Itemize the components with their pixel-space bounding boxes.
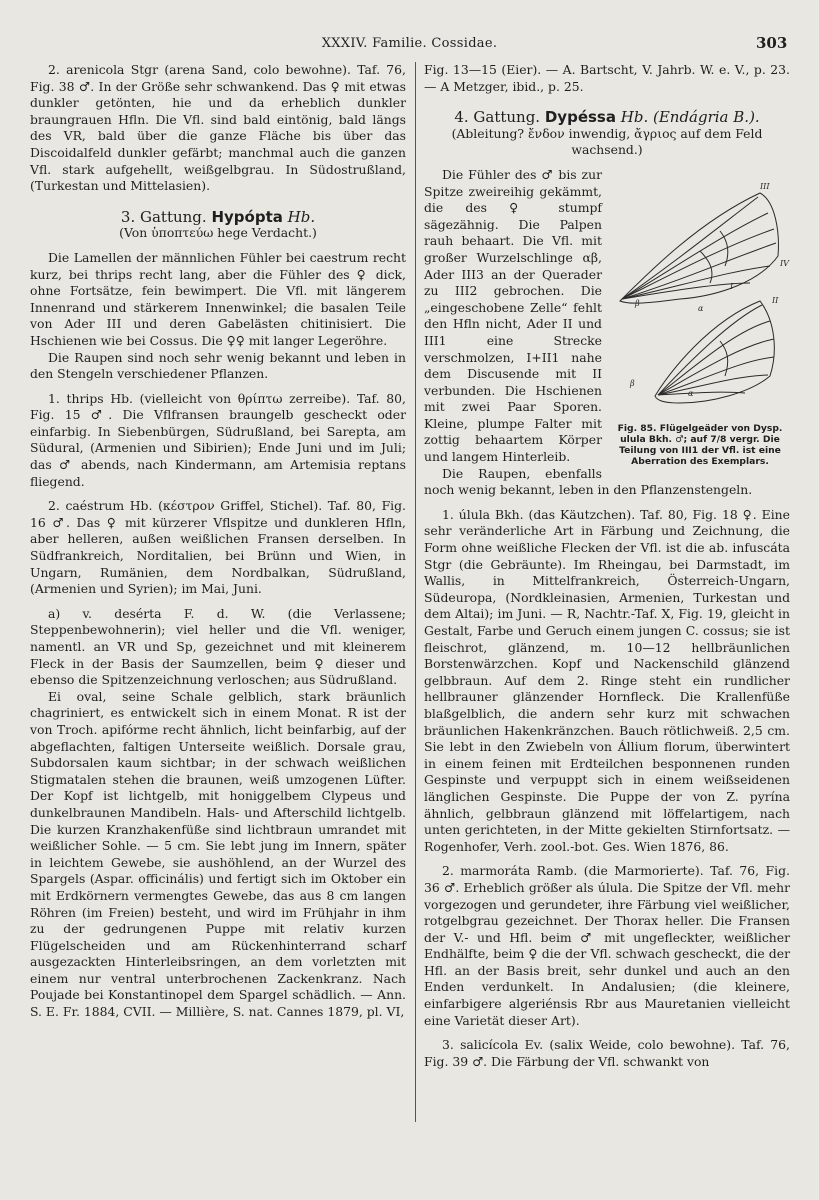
species-caestrum-entry: 2. caéstrum Hb. (κέστρον Griffel, Stichel). Taf. 80, Fig. 16 ♂. Das ♀ mit kürzerer Vflspitze und dunkleren Hfln, aber helleren, außen weißlichen Fransen derselben. In Südfrankreich, Norditalien, bei Brünn und Wien, in Ungarn, Rumänien, dem Nordbalkan, Südrußland, (Armenien und Syrien); im Mai, Juni. [30, 498, 406, 597]
svg-text:β: β [635, 298, 640, 308]
running-header: XXXIV. Familie. Cossidae. [321, 36, 498, 51]
genus-author: Hb. [287, 207, 316, 226]
genus-author: Hb. (Endágria B.). [620, 108, 760, 127]
species-ulula-entry: 1. úlula Bkh. (das Käutzchen). Taf. 80, Fig. 18 ♀. Eine sehr veränderliche Art in Färbung und Zeichnung, die Form ohne weißliche Flecken der Vfl. ist die ab. infuscáta Stgr (die Gebräunte). Im Rheingau, bei Darmstadt, im Wallis, in Mittelfrankreich, Österreich-Ungarn, Südeuropa, (Nordkleinasien, Armenien, Turkestan und dem Altai); im Juni. — R, Nachtr.-Taf. X, Fig. 19, gleicht in Gestalt, Farbe und Geruch einem jungen C. cossus; sie ist fleischrot, glänzend, m. 10—12 hellbräunlichen Borstenwärzchen. Kopf und Nackenschild glänzend gelbbraun. Auf dem 2. Ringe steht ein rundlicher hellbrauner glänzender Hornfleck. Die Krallenfüße blaßgelblich, die andern sehr kurz mit schwachen bräunlichen Hakenkränzchen. Bauch rötlichweiß. 2,5 cm. Sie lebt in den Zwiebeln von Állium florum, überwintert in einem feinen mit Erdteilchen besponnenen runden Gespinste und verpuppt sich in einem weißseidenen länglichen Gespinste. Die Puppe der von Z. pyrína ähnlich, gelbbraun glänzend mit löffelartigem, nach unten gerichteten, in der Mitte gekielten Stirnfortsatz. — Rogenhofer, Verh. zool.-bot. Ges. Wien 1876, 86. [424, 506, 790, 854]
genus-heading-dypessa [424, 109, 790, 126]
figure-caption: Fig. 85. Flügelgeäder von Dysp. ulula Bkh. ♂; auf 7/8 vergr. Die Teilung von III1 der Vfl. ist eine Aberration des Exemplars. [617, 422, 783, 467]
left-column [30, 62, 406, 1021]
genus-etymology: (Von ὑποπτεύω hege Verdacht.) [119, 225, 317, 241]
references-line: Fig. 13—15 (Eier). — A. Bartscht, V. Jahrb. W. e. V., p. 23. — A Metzger, ibid., p. 25. [424, 62, 790, 94]
genus-number: 3. Gattung. [120, 207, 207, 226]
right-column [424, 62, 790, 1070]
column-divider [415, 62, 416, 1122]
variety-deserta-entry: a) v. desérta F. d. W. (die Verlassene; Steppenbewohnerin); viel heller und die Vfl. weniger, namentl. an VR und Sp, gezeichnet und mit kleinerem Fleck in der Basis der Saumzellen, beim ♀ dieser und ebenso die Spitzenzeichnung verloschen; aus Südrußland. [30, 605, 406, 688]
svg-text:II: II [772, 295, 779, 305]
svg-text:α: α [688, 388, 694, 398]
genus-description: Die Lamellen der männlichen Fühler bei caestrum recht kurz, bei thrips recht lang, aber die Fühler des ♀ dick, ohne Fortsätze, fein bewimpert. Die Vfl. mit längerem Innenrand und stärkerem Innenwinkel; die basalen Teile von Ader III und deren Gabelästen chitinisiert. Die Hschienen wie bei Cossus. Die ♀♀ mit langer Legeröhre. [30, 249, 406, 348]
egg-larva-description: Ei oval, seine Schale gelblich, stark bräunlich chagriniert, es entwickelt sich in einem Monat. R ist der von Troch. apifórme recht ähnlich, licht beinfarbig, auf der abgeflachten, faltigen Unterseite weißlich. Dorsale grau, Subdorsalen kaum sichtbar; in der schwach weißlichen Stigmatalen stehen die braunen, weiß umzogenen Lüfter. Der Kopf ist lichtgelb, mit honiggelbem Clypeus und dunkelbraunen Mandibeln. Hals- und Afterschild lichtgelb. Die kurzen Kranzhakenfüße sind lichtbraun umrandet mit weißlicher Sohle. — 5 cm. Sie lebt jung im Innern, später in leichtem Gewebe, sie aushöhlend, an der Wurzel des Spargels (Aspar. officinális) und fertigt sich im Oktober ein mit Erdkörnern vermengtes Gewebe, das aus 8 cm langen Röhren (im Freien) besteht, und wird im Frühjahr in ihm zu der gedrungenen Puppe mit relativ kurzen Flügelscheiden und am Rückenhinterrand scharf ausgezackten Hinterleibsringen, an dem vorletzten mit einem nur ventral unterbrochenen Zackenkranz. Nach Poujade bei Konstantinopel dem Spargel schädlich. — Ann. S. E. Fr. 1884, CVII. — Millière, S. nat. Cannes 1879, pl. VI, [30, 688, 406, 1020]
svg-text:IV: IV [780, 258, 789, 268]
genus-number: 4. Gattung. [454, 108, 541, 127]
larvae-note: Die Raupen sind noch sehr wenig bekannt und leben in den Stengeln verschiedener Pflanzen. [30, 349, 406, 382]
species-salicicola-entry: 3. salicícola Ev. (salix Weide, colo bewohne). Taf. 76, Fig. 39 ♂. Die Färbung der Vfl. schwankt von [424, 1037, 790, 1069]
wing-venation-diagram [610, 171, 790, 421]
svg-text:I: I [730, 281, 734, 291]
svg-text:β: β [630, 378, 635, 388]
species-arenicola-entry: 2. arenicola Stgr (arena Sand, colo bewohne). Taf. 76, Fig. 38 ♂. In der Größe sehr schwankend. Das ♀ mit etwas dunkler getönten, hie und da erheblich dunkler braungrauen Hfln. Die Vfl. sind bald eintönig, bald längs des VR, bald über die ganze Fläche bis über das Discoidalfeld dunkler gefärbt; manchmal auch die ganzen Vfl. stark aufgehellt, weißgelbgrau. In Südostrußland, (Turkestan und Mittelasien). [30, 62, 406, 194]
species-marmorata-entry: 2. marmoráta Ramb. (die Marmorierte). Taf. 76, Fig. 36 ♂. Erheblich größer als úlula. Die Spitze der Vfl. mehr vorgezogen und gerundeter, ihre Färbung viel weißlicher, rotgelbgrau gezeichnet. Der Thorax heller. Die Fransen der V.- und Hfl. beim ♂ mit ungefleckter, weißlicher Endhälfte, beim ♀ die der Vfl. schwach gescheckt, die der Hfl. an der Basis breit, sehr dunkel und auch an den Enden verdunkelt. In Andalusien; (die kleinere, einfarbigere algeriénsis Rbr aus Mauretanien vielleicht eine Varietät dieser Art). [424, 863, 790, 1028]
genus-heading-hypopta [30, 209, 406, 226]
wing-venation-figure [610, 171, 790, 467]
svg-text:α: α [698, 303, 704, 313]
genus-description: Die Fühler des ♂ bis zur Spitze zweireihig gekämmt, die des ♀ stumpf sägezähnig. Die Palpen rauh behaart. Die Vfl. mit großer Wurzelschlinge αβ, Ader III3 an der Querader zu III2 gebrochen. Die „eingeschobene Zelle“ fehlt den Hfln nicht, Ader II und III1 eine Strecke verschmolzen, I+II1 nahe dem Discusende mit II verbunden. Die Hschienen mit zwei Paar Sporen. Kleine, plumpe Falter mit zottig behaartem Körper und langem Hinterleib. [424, 166, 602, 465]
species-thrips-entry: 1. thrips Hb. (vielleicht von θρίπτω zerreibe). Taf. 80, Fig. 15 ♂. Die Vflfransen braungelb gescheckt oder einfarbig. In Siebenbürgen, Südrußland, bei Sarepta, am Südural, (Armenien und Sibirien); Ende Juni und im Juli; das ♂ abends, nach Kindermann, am Artemisia reptans fliegend. [30, 390, 406, 489]
page-number: 303 [756, 34, 788, 52]
svg-text:III: III [760, 181, 770, 191]
genus-name: Hypópta [211, 207, 283, 226]
larvae-note: Die Raupen, ebenfalls noch wenig bekannt, leben in den Pflanzenstengeln. [424, 465, 753, 498]
genus-etymology: (Ableitung? ἔνδον inwendig, ἄγριος auf dem Feld wachsend.) [451, 125, 763, 158]
genus-name: Dypéssa [544, 108, 616, 127]
